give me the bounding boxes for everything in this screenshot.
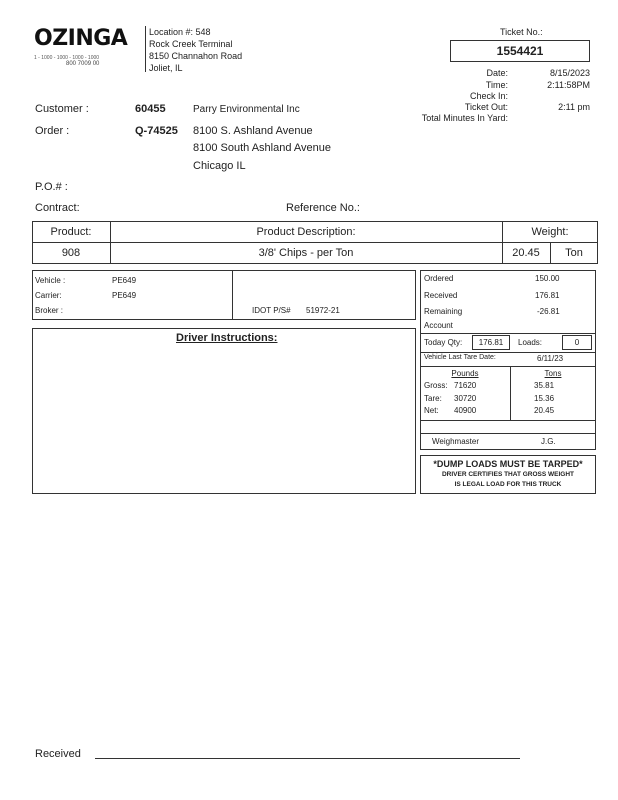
summary-divider-4 — [420, 420, 596, 421]
driver-instructions-box — [32, 328, 416, 494]
gross-pounds: 71620 — [454, 381, 477, 390]
received-qty-value: 176.81 — [535, 291, 560, 300]
summary-divider-1 — [420, 333, 596, 334]
product-code: 908 — [61, 247, 81, 259]
tare-tons: 15.36 — [534, 394, 555, 403]
ticketout-value: 2:11 pm — [558, 102, 590, 112]
remaining-label: Remaining — [424, 307, 463, 316]
summary-divider-5 — [420, 433, 596, 434]
vehicle-label: Vehicle : — [35, 276, 66, 285]
tare-date-value: 6/11/23 — [537, 354, 564, 363]
product-unit: Ton — [565, 247, 583, 259]
order-address-2: 8100 South Ashland Avenue — [193, 142, 332, 154]
po-label: P.O.# : — [35, 181, 68, 193]
remaining-value: -26.81 — [537, 307, 560, 316]
ticketout-label: Ticket Out: — [464, 102, 508, 112]
reference-label: Reference No.: — [286, 202, 360, 214]
company-phone: 800 7009 00 — [66, 61, 100, 67]
net-pounds: 40900 — [454, 406, 477, 415]
company-logo: OZINGA — [34, 26, 128, 51]
tare-date-label: Vehicle Last Tare Date: — [424, 354, 496, 361]
ordered-value: 150.00 — [535, 274, 560, 283]
logo-divider — [145, 26, 146, 72]
received-signature-label: Received — [35, 748, 81, 760]
customer-name: Parry Environmental Inc — [193, 104, 300, 115]
description-header: Product Description: — [256, 226, 356, 238]
company-small-line: 1 - 1000 - 1000 - 1000 - 1000 — [34, 55, 100, 61]
carrier-label: Carrier: — [35, 291, 62, 300]
time-label: Time: — [485, 80, 508, 90]
order-address-3: Chicago IL — [193, 160, 246, 172]
checkin-label: Check In: — [469, 91, 508, 101]
customer-code: 60455 — [135, 103, 166, 115]
gross-label: Gross: — [424, 381, 448, 390]
summary-divider-2 — [420, 352, 596, 353]
gross-tons: 35.81 — [534, 381, 555, 390]
time-value: 2:11:58PM — [547, 80, 590, 90]
weighmaster-value: J.G. — [541, 437, 556, 446]
vehicle-value: PE649 — [112, 276, 137, 285]
carrier-value: PE649 — [112, 291, 137, 300]
contract-label: Contract: — [35, 202, 80, 214]
account-label: Account — [424, 321, 453, 330]
date-value: 8/15/2023 — [549, 68, 590, 78]
driver-instructions-label: Driver Instructions: — [176, 332, 278, 344]
location-name: Rock Creek Terminal — [149, 39, 233, 49]
ticket-number-label: Ticket No.: — [500, 27, 543, 37]
order-label: Order : — [35, 125, 70, 137]
location-city: Joliet, IL — [149, 63, 183, 73]
tare-label: Tare: — [424, 394, 442, 403]
broker-label: Broker : — [35, 306, 64, 315]
loads-label: Loads: — [518, 338, 543, 347]
loads-value: 0 — [574, 338, 580, 347]
product-header: Product: — [50, 226, 92, 238]
date-label: Date: — [486, 68, 508, 78]
received-qty-label: Received — [424, 291, 458, 300]
net-label: Net: — [424, 406, 439, 415]
order-address-1: 8100 S. Ashland Avenue — [193, 125, 313, 137]
product-description: 3/8' Chips - per Ton — [258, 247, 354, 259]
tarp-notice-line-3: IS LEGAL LOAD FOR THIS TRUCK — [454, 481, 562, 488]
tons-header: Tons — [544, 369, 562, 378]
vehicle-box — [32, 270, 416, 320]
location-address: 8150 Channahon Road — [149, 51, 243, 61]
tarp-notice-line-2: DRIVER CERTIFIES THAT GROSS WEIGHT — [441, 471, 575, 478]
vehicle-box-divider — [232, 270, 233, 320]
idot-label: IDOT P/S# — [252, 306, 291, 315]
product-table-divider — [32, 242, 598, 243]
signature-line — [95, 758, 520, 759]
summary-divider-3 — [420, 366, 596, 367]
minutes-in-yard-label: Total Minutes In Yard: — [421, 113, 508, 123]
weight-header: Weight: — [531, 226, 569, 238]
tare-pounds: 30720 — [454, 394, 477, 403]
idot-value: 51972-21 — [306, 306, 340, 315]
ordered-label: Ordered — [424, 274, 454, 283]
net-tons: 20.45 — [534, 406, 555, 415]
today-qty-label: Today Qty: — [424, 338, 463, 347]
location-number: Location #: 548 — [149, 27, 211, 37]
pounds-header: Pounds — [451, 369, 479, 378]
product-weight: 20.45 — [512, 247, 540, 259]
today-qty-value: 176.81 — [478, 338, 504, 347]
tarp-notice-title: *DUMP LOADS MUST BE TARPED* — [433, 459, 583, 469]
ticket-number: 1554421 — [450, 40, 590, 62]
weighmaster-label: Weighmaster — [432, 437, 479, 446]
customer-label: Customer : — [35, 103, 89, 115]
order-code: Q-74525 — [135, 125, 178, 137]
